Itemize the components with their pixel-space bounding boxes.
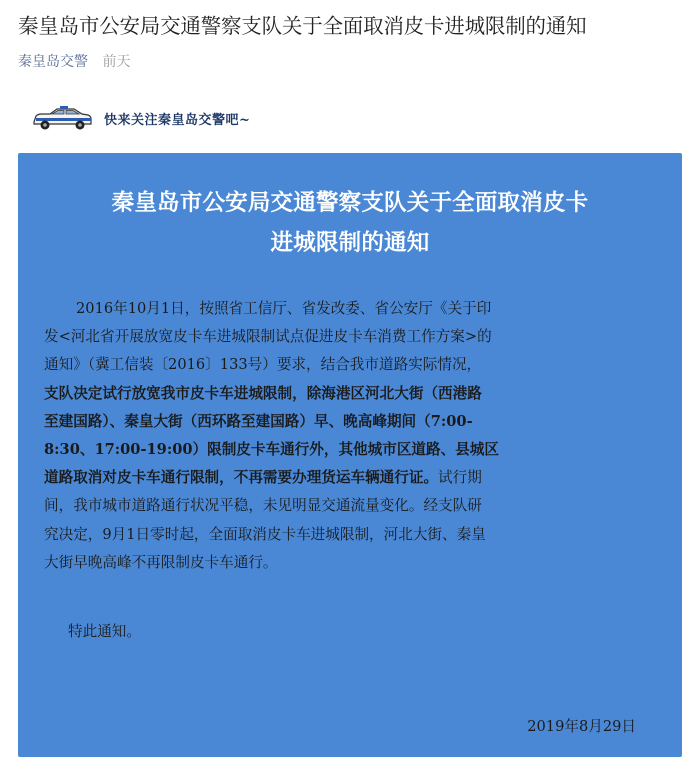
notice-card xyxy=(18,153,682,757)
author-link[interactable]: 秦皇岛交警 xyxy=(18,54,88,70)
notice-body-line: 通知》（冀工信装〔2016〕133号）要求，结合我市道路实际情况， xyxy=(44,356,482,374)
article-title: 秦皇岛市公安局交通警察支队关于全面取消皮卡进城限制的通知 xyxy=(18,14,587,38)
notice-body xyxy=(44,295,660,577)
notice-body-line: 究决定，9月1日零时起，全面取消皮卡车进城限制，河北大街、秦皇 xyxy=(44,525,486,543)
notice-body-line: 间，我市城市道路通行状况平稳，未见明显交通流量变化。经支队研 xyxy=(44,497,482,515)
police-car-icon xyxy=(30,105,94,131)
notice-body-line: 道路取消对皮卡车通行限制，不再需要办理货运车辆通行证。试行期 xyxy=(44,469,482,487)
notice-title-line: 进城限制的通知 xyxy=(270,230,430,256)
notice-body-line: 2016年10月1日，按照省工信厅、省发改委、省公安厅《关于印 xyxy=(76,300,492,317)
notice-body-line: 支队决定试行放宽我市皮卡车进城限制，除海港区河北大街（西港路 xyxy=(44,384,482,402)
publish-time: 前天 xyxy=(102,54,131,70)
notice-body-line: 至建国路）、秦皇大街（西环路至建国路）早、晚高峰期间（7:00- xyxy=(44,412,473,430)
follow-text: 快来关注秦皇岛交警吧~ xyxy=(104,112,251,128)
notice-body-line: 发<河北省开展放宽皮卡车进城限制试点促进皮卡车消费工作方案>的 xyxy=(44,328,492,346)
notice-body-line: 8:30、17:00-19:00）限制皮卡车通行外，其他城市区道路、县城区 xyxy=(44,441,499,459)
article-meta xyxy=(18,52,130,72)
notice-title xyxy=(18,183,682,263)
notice-date: 2019年8月29日 xyxy=(527,718,636,735)
notice-body-line: 大街早晚高峰不再限制皮卡车通行。 xyxy=(44,553,278,571)
follow-banner xyxy=(30,102,250,134)
notice-title-line: 秦皇岛市公安局交通警察支队关于全面取消皮卡 xyxy=(111,190,589,216)
notice-closing: 特此通知。 xyxy=(68,623,141,640)
